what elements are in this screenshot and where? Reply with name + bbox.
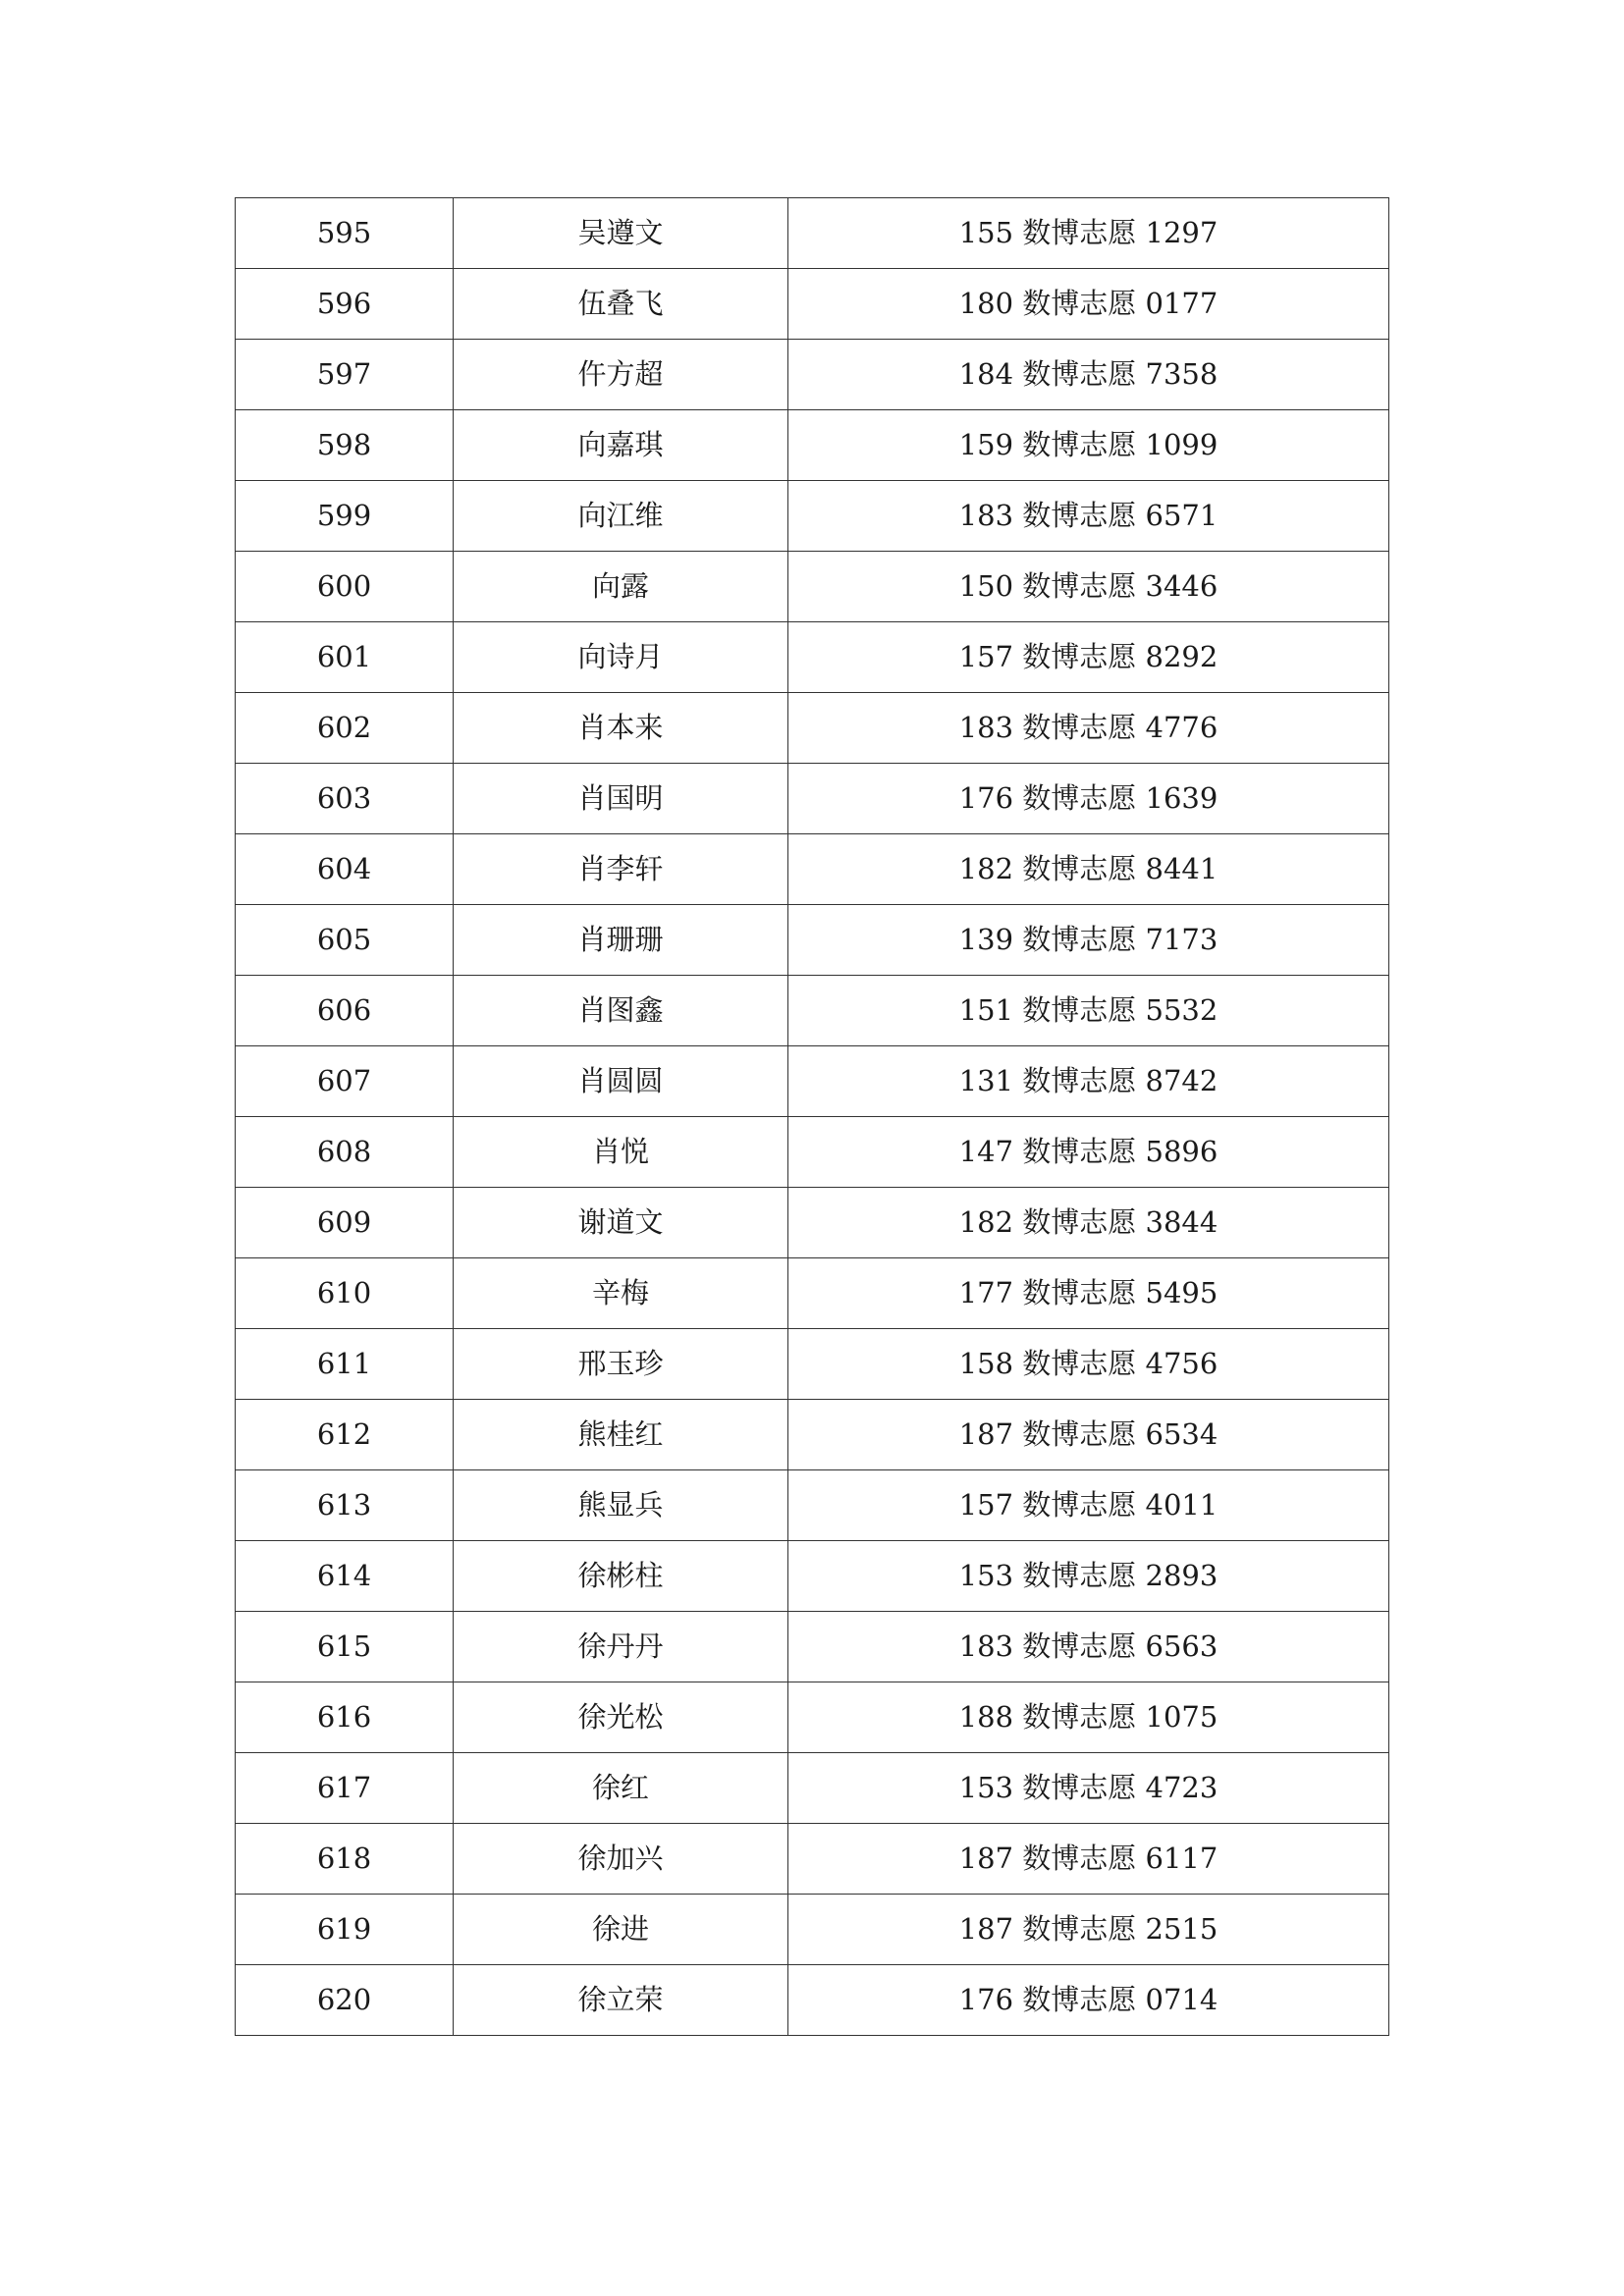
table-row — [236, 1046, 1389, 1117]
volunteer-name-cell: 肖本来 — [454, 693, 788, 764]
volunteer-name-cell: 熊显兵 — [454, 1470, 788, 1541]
volunteer-id-cell: 139 数博志愿 7173 — [788, 905, 1389, 976]
row-number-cell: 615 — [236, 1612, 454, 1682]
volunteer-name-cell: 向露 — [454, 552, 788, 622]
row-number-cell: 608 — [236, 1117, 454, 1188]
volunteer-id-cell: 155 数博志愿 1297 — [788, 198, 1389, 269]
volunteer-table-body — [236, 198, 1389, 2036]
row-number-cell: 605 — [236, 905, 454, 976]
table-row — [236, 1117, 1389, 1188]
volunteer-name-cell: 肖李轩 — [454, 834, 788, 905]
volunteer-id-cell: 177 数博志愿 5495 — [788, 1258, 1389, 1329]
row-number-cell: 595 — [236, 198, 454, 269]
volunteer-name-cell: 肖圆圆 — [454, 1046, 788, 1117]
table-row — [236, 1470, 1389, 1541]
volunteer-name-cell: 徐红 — [454, 1753, 788, 1824]
table-row — [236, 1895, 1389, 1965]
row-number-cell: 611 — [236, 1329, 454, 1400]
row-number-cell: 596 — [236, 269, 454, 340]
table-row — [236, 340, 1389, 410]
table-row — [236, 1753, 1389, 1824]
row-number-cell: 598 — [236, 410, 454, 481]
volunteer-name-cell: 徐进 — [454, 1895, 788, 1965]
volunteer-id-cell: 176 数博志愿 1639 — [788, 764, 1389, 834]
row-number-cell: 618 — [236, 1824, 454, 1895]
table-row — [236, 1400, 1389, 1470]
row-number-cell: 613 — [236, 1470, 454, 1541]
volunteer-name-cell: 向江维 — [454, 481, 788, 552]
row-number-cell: 604 — [236, 834, 454, 905]
volunteer-name-cell: 吴遵文 — [454, 198, 788, 269]
volunteer-name-cell: 徐丹丹 — [454, 1612, 788, 1682]
table-row — [236, 622, 1389, 693]
table-row — [236, 269, 1389, 340]
volunteer-id-cell: 150 数博志愿 3446 — [788, 552, 1389, 622]
volunteer-id-cell: 158 数博志愿 4756 — [788, 1329, 1389, 1400]
row-number-cell: 616 — [236, 1682, 454, 1753]
volunteer-id-cell: 153 数博志愿 2893 — [788, 1541, 1389, 1612]
row-number-cell: 620 — [236, 1965, 454, 2036]
volunteer-id-cell: 157 数博志愿 8292 — [788, 622, 1389, 693]
row-number-cell: 599 — [236, 481, 454, 552]
table-row — [236, 1329, 1389, 1400]
volunteer-name-cell: 谢道文 — [454, 1188, 788, 1258]
volunteer-id-cell: 182 数博志愿 3844 — [788, 1188, 1389, 1258]
table-row — [236, 1258, 1389, 1329]
volunteer-name-cell: 肖珊珊 — [454, 905, 788, 976]
volunteer-name-cell: 辛梅 — [454, 1258, 788, 1329]
volunteer-name-cell: 徐光松 — [454, 1682, 788, 1753]
volunteer-name-cell: 伍叠飞 — [454, 269, 788, 340]
table-row — [236, 764, 1389, 834]
volunteer-id-cell: 159 数博志愿 1099 — [788, 410, 1389, 481]
volunteer-id-cell: 187 数博志愿 2515 — [788, 1895, 1389, 1965]
table-row — [236, 834, 1389, 905]
volunteer-name-cell: 肖悦 — [454, 1117, 788, 1188]
volunteer-name-cell: 向嘉琪 — [454, 410, 788, 481]
table-row — [236, 693, 1389, 764]
table-row — [236, 481, 1389, 552]
volunteer-id-cell: 183 数博志愿 6571 — [788, 481, 1389, 552]
table-row — [236, 410, 1389, 481]
volunteer-name-cell: 仵方超 — [454, 340, 788, 410]
table-row — [236, 1541, 1389, 1612]
table-row — [236, 1965, 1389, 2036]
volunteer-name-cell: 肖国明 — [454, 764, 788, 834]
volunteer-id-cell: 188 数博志愿 1075 — [788, 1682, 1389, 1753]
table-row — [236, 198, 1389, 269]
table-row — [236, 1824, 1389, 1895]
row-number-cell: 597 — [236, 340, 454, 410]
volunteer-id-cell: 151 数博志愿 5532 — [788, 976, 1389, 1046]
volunteer-id-cell: 187 数博志愿 6534 — [788, 1400, 1389, 1470]
volunteer-name-cell: 邢玉珍 — [454, 1329, 788, 1400]
row-number-cell: 602 — [236, 693, 454, 764]
table-row — [236, 552, 1389, 622]
volunteer-id-cell: 183 数博志愿 6563 — [788, 1612, 1389, 1682]
table-row — [236, 905, 1389, 976]
volunteer-id-cell: 183 数博志愿 4776 — [788, 693, 1389, 764]
volunteer-name-cell: 徐立荣 — [454, 1965, 788, 2036]
row-number-cell: 614 — [236, 1541, 454, 1612]
volunteer-table — [235, 197, 1389, 2036]
row-number-cell: 607 — [236, 1046, 454, 1117]
volunteer-id-cell: 147 数博志愿 5896 — [788, 1117, 1389, 1188]
volunteer-id-cell: 176 数博志愿 0714 — [788, 1965, 1389, 2036]
table-row — [236, 1682, 1389, 1753]
volunteer-name-cell: 向诗月 — [454, 622, 788, 693]
volunteer-id-cell: 184 数博志愿 7358 — [788, 340, 1389, 410]
row-number-cell: 619 — [236, 1895, 454, 1965]
row-number-cell: 617 — [236, 1753, 454, 1824]
volunteer-id-cell: 131 数博志愿 8742 — [788, 1046, 1389, 1117]
volunteer-name-cell: 徐彬柱 — [454, 1541, 788, 1612]
row-number-cell: 603 — [236, 764, 454, 834]
row-number-cell: 601 — [236, 622, 454, 693]
volunteer-name-cell: 肖图鑫 — [454, 976, 788, 1046]
table-row — [236, 1188, 1389, 1258]
volunteer-id-cell: 182 数博志愿 8441 — [788, 834, 1389, 905]
volunteer-id-cell: 187 数博志愿 6117 — [788, 1824, 1389, 1895]
table-row — [236, 976, 1389, 1046]
volunteer-name-cell: 熊桂红 — [454, 1400, 788, 1470]
volunteer-name-cell: 徐加兴 — [454, 1824, 788, 1895]
row-number-cell: 609 — [236, 1188, 454, 1258]
volunteer-id-cell: 180 数博志愿 0177 — [788, 269, 1389, 340]
row-number-cell: 610 — [236, 1258, 454, 1329]
row-number-cell: 612 — [236, 1400, 454, 1470]
volunteer-id-cell: 157 数博志愿 4011 — [788, 1470, 1389, 1541]
row-number-cell: 606 — [236, 976, 454, 1046]
table-row — [236, 1612, 1389, 1682]
row-number-cell: 600 — [236, 552, 454, 622]
volunteer-id-cell: 153 数博志愿 4723 — [788, 1753, 1389, 1824]
